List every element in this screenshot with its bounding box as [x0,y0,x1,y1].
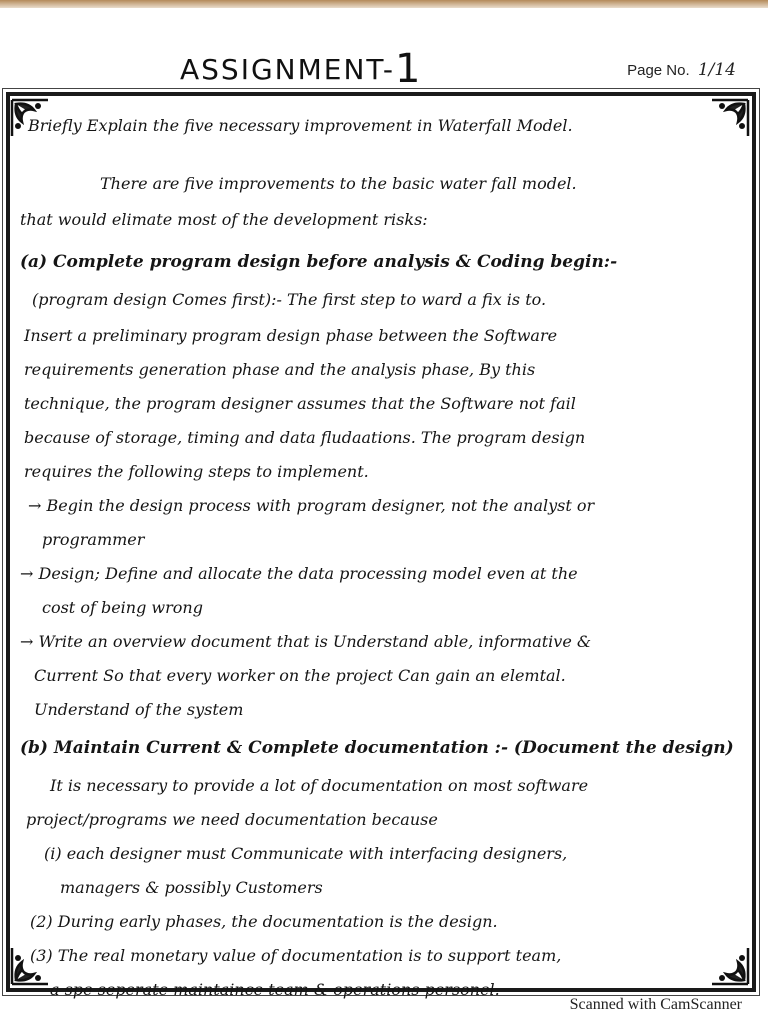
title-text: ASSIGNMENT- [180,53,396,86]
text-line: Briefly Explain the five necessary improvement in Waterfall Model. [28,116,573,135]
numbered-line: (2) During early phases, the documentation is the design. [30,912,498,931]
text-line: Understand of the system [34,700,244,719]
title-number: 1 [395,46,423,92]
numbered-line: (3) The real monetary value of documentation is to support team, [30,946,562,965]
text-line: Current So that every worker on the project Can gain an elemtal. [34,666,566,685]
text-line: project/programs we need documentation because [26,810,438,829]
section-heading-b: (b) Maintain Current & Complete documentation :- (Document the design) [20,738,734,758]
page-top-edge [0,0,768,8]
page-number-label: Page No. [627,62,690,79]
assignment-title [180,46,423,92]
text-line: because of storage, timing and data fludaations. The program design [24,428,586,447]
page-number [627,60,736,80]
text-line: requires the following steps to implement. [24,462,369,481]
text-line: It is necessary to provide a lot of documentation on most software [50,776,589,795]
numbered-line: (i) each designer must Communicate with interfacing designers, [44,844,568,863]
bullet-line: → Begin the design process with program designer, not the analyst or [28,496,595,515]
corner-ornament-icon [706,942,752,988]
bullet-line: → Design; Define and allocate the data processing model even at the [20,564,578,583]
text-line: technique, the program designer assumes that the Software not fail [24,394,576,413]
text-line: There are five improvements to the basic water fall model. [100,174,577,193]
corner-ornament-icon [706,96,752,142]
text-line: a spe seperate maintaince team & operations personel. [50,980,500,999]
text-line: programmer [42,530,145,549]
text-line: requirements generation phase and the analysis phase, By this [24,360,536,379]
text-line: managers & possibly Customers [60,878,323,897]
text-line: Insert a preliminary program design phase between the Software [24,326,558,345]
bullet-line: → Write an overview document that is Understand able, informative & [20,632,592,651]
text-line: that would elimate most of the development risks: [20,210,428,229]
section-heading-a: (a) Complete program design before analysis & Coding begin:- [20,252,618,272]
scanner-watermark: Scanned with CamScanner [569,996,742,1013]
text-line: (program design Comes first):- The first step to ward a fix is to. [32,290,547,309]
text-line: cost of being wrong [42,598,203,617]
page-number-value: 1/14 [697,60,736,80]
